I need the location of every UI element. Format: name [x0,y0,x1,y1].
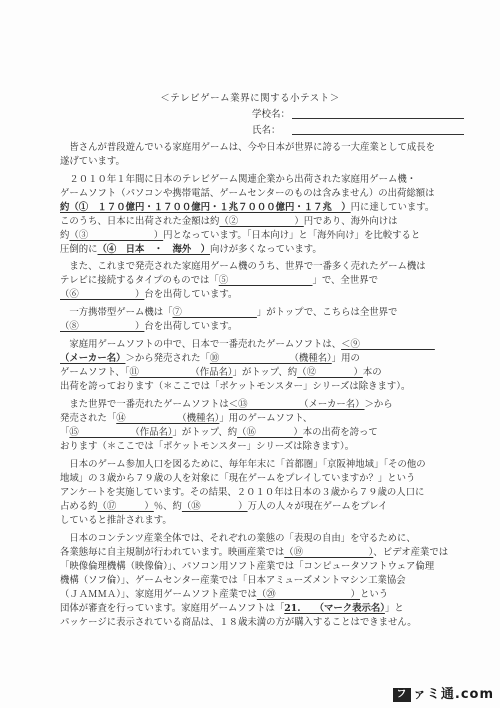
answer-blank[interactable]: ⑤ [218,275,313,286]
text-line [60,574,455,588]
text-line [60,155,455,169]
text-line [60,320,455,334]
text-segment: 」がトップで、こちらは全世界で [256,307,398,318]
text-segment: 」で、全世界で [312,275,378,286]
text-segment: 」用の [331,353,360,364]
text-segment: という [360,589,389,600]
text-segment: ゲームソフト（パソコンや携帯電話、ゲームセンターのものは含みません）の出荷総額は [60,188,435,199]
text-segment: 団体が審査を行っています。家庭用ゲームソフトは「 [60,603,285,614]
text-segment: 占める約 [60,501,98,512]
text-segment: パッケージに表示されている商品は、１８歳未満の方が購入することはできません。 [60,617,417,628]
text-segment: 台を出荷しています。 [144,321,238,332]
text-segment: 発売された「 [60,413,117,424]
text-line [60,426,455,440]
text-line [60,173,455,187]
text-line [60,472,455,486]
text-segment: 円に達しています。 [350,202,435,213]
text-segment: 本の [362,367,382,378]
text-segment: 日本のゲーム参加人口を図るために、毎年年末に「首都圏」「京阪神地域」「その他の [60,459,426,470]
text-line [60,201,455,215]
answer-blank[interactable]: （④ 日本 ・ 海外 ） [97,244,211,255]
answer-blank[interactable]: ⑪ （作品名） [129,367,233,378]
answer-blank[interactable]: （⑯ ） [237,427,303,438]
famitsu-logo-text: ァミ通.com [412,687,494,702]
text-line [60,412,455,426]
text-line [60,187,455,201]
text-segment: アンケートを実施しています。その結果、２０１０年は日本の３歳から７９歳の人口に [60,487,425,498]
answer-blank[interactable]: （⑧ ） [60,321,145,332]
student-name-line [292,134,464,135]
text-line [60,366,455,380]
text-segment: 台を出荷しています。 [144,289,238,300]
text-segment: また、これまで発売された家庭用ゲーム機のうち、世界で一番多く売れたゲーム機は [60,261,426,272]
school-name-label: 学校名： [252,109,291,120]
text-segment: 円であり、海外向けは [303,216,398,227]
text-segment: また世界で一番売れたゲームソフトは [60,399,229,410]
answer-blank[interactable]: （⑳ ） [256,589,361,600]
text-segment: 「映像倫理機構（映像倫）」、パソコン用ソフト産業では「コンピュータソフトウェア倫理 [60,561,435,572]
text-line [60,243,455,257]
text-segment: 「 [60,427,70,438]
answer-blank[interactable]: ⑩ （機種名） [209,353,332,364]
text-segment: ％、約 [153,501,182,512]
famitsu-logo [393,683,494,702]
text-line [60,486,455,500]
text-line [60,514,455,528]
text-segment: 、ビデオ産業では [373,547,449,558]
text-line [60,616,455,630]
answer-blank[interactable]: （⑰ ） [97,501,154,512]
text-segment: 円となっています。「日本向け」と「海外向け」を比較すると [163,230,421,241]
text-segment: ＞から発売された「 [125,353,210,364]
text-segment: ＞から [364,399,393,410]
text-segment: 家庭用ゲームソフトの中で、日本で一番売れたゲームソフトは、 [60,339,342,350]
text-line [60,215,455,229]
text-segment: 」と [384,603,404,614]
answer-blank[interactable]: （⑥ ） [60,289,145,300]
text-line [60,560,455,574]
text-segment: 約 [60,230,70,241]
answer-blank[interactable]: （⑫ ） [297,367,363,378]
text-line [60,274,455,288]
text-segment: していると推計されます。 [60,515,172,526]
text-line [60,440,455,454]
answer-blank[interactable]: 21. （マーク表示名） [284,603,385,614]
page-title: ＜テレビゲーム業界に関する小テスト＞ [160,93,340,104]
text-line [60,380,455,394]
text-segment: ゲームソフト、「 [60,367,130,378]
text-segment: 本の出荷を誇って [302,427,378,438]
text-segment: （ＪＡＭＭＡ）」、家庭用ゲームソフト産業では [60,589,257,600]
text-line [60,141,455,155]
answer-blank[interactable]: （⑲ ） [284,547,374,558]
famitsu-logo-mark: フ [393,688,411,702]
text-line [60,288,455,302]
text-segment: 一方携帯型ゲーム機は「 [60,307,173,318]
text-line [60,546,455,560]
answer-blank[interactable]: （② ） [219,216,304,227]
answer-blank[interactable]: 約（① １７０億円・１７００億円・１兆７０００億円・１７兆 ） [60,202,351,213]
text-segment: 向けが多くなっています。 [210,244,322,255]
answer-blank[interactable]: ⑮ （作品名） [69,427,173,438]
text-line [60,458,455,472]
answer-blank[interactable]: （⑱ ） [181,501,248,512]
text-segment: 皆さんが普段遊んでいる家庭用ゲームは、今や日本が世界に誇る一大産業として成長を [60,142,436,153]
text-line [60,229,455,243]
answer-blank[interactable]: （③ ） [69,230,164,241]
text-segment: 遂げています。 [60,156,125,167]
answer-blank[interactable]: ＜⑬ （メーカー名） [228,399,365,410]
answer-blank[interactable]: （メーカー名） [60,353,126,364]
text-segment: 地域」の３歳から７９歳の人を対象に「現在ゲームをプレイしていますか？」という [60,473,416,484]
text-segment: ２０１０年１年間に日本のテレビゲーム関連企業から出荷された家庭用ゲーム機・ [60,174,417,185]
text-line [60,588,455,602]
answer-blank[interactable]: ＜⑨ [341,339,435,350]
text-segment: 出荷を誇っております（＊ここでは「ポケットモンスター」シリーズは除きます）。 [60,381,411,392]
answer-blank[interactable]: ⑦ [172,307,257,318]
text-line [60,500,455,514]
text-line [60,338,455,352]
text-segment: 」がトップ、約 [232,367,298,378]
text-segment: テレビに接続するタイプのものでは「 [60,275,219,286]
text-line [60,532,455,546]
text-segment: 」がトップ、約 [172,427,238,438]
text-line [60,398,455,412]
text-segment: おります（＊ここでは「ポケットモンスター」シリーズは除きます）。 [60,441,355,452]
text-line [60,602,455,616]
text-segment: 各業態毎に自主規制が行われています。映画産業では [60,547,285,558]
school-name-line [292,118,464,119]
student-name-label: 氏名： [252,125,281,136]
text-segment: 日本のコンテンツ産業全体では、それぞれの業態の「表現の自由」を守るために、 [60,533,416,544]
answer-blank[interactable]: ⑭ （機種名） [116,413,220,424]
text-line [60,306,455,320]
text-segment: 圧倒的に [60,244,98,255]
text-segment: 万人の人々が現在ゲームをプレイ [247,501,388,512]
text-segment: このうち、日本に出荷された金額は約 [60,216,220,227]
text-segment: 機構（ソフ倫）」、ゲームセンター産業では「日本アミューズメントマシン工業協会 [60,575,406,586]
text-line [60,352,455,366]
text-line [60,260,455,274]
text-segment: 」用のゲームソフト、 [219,413,313,424]
